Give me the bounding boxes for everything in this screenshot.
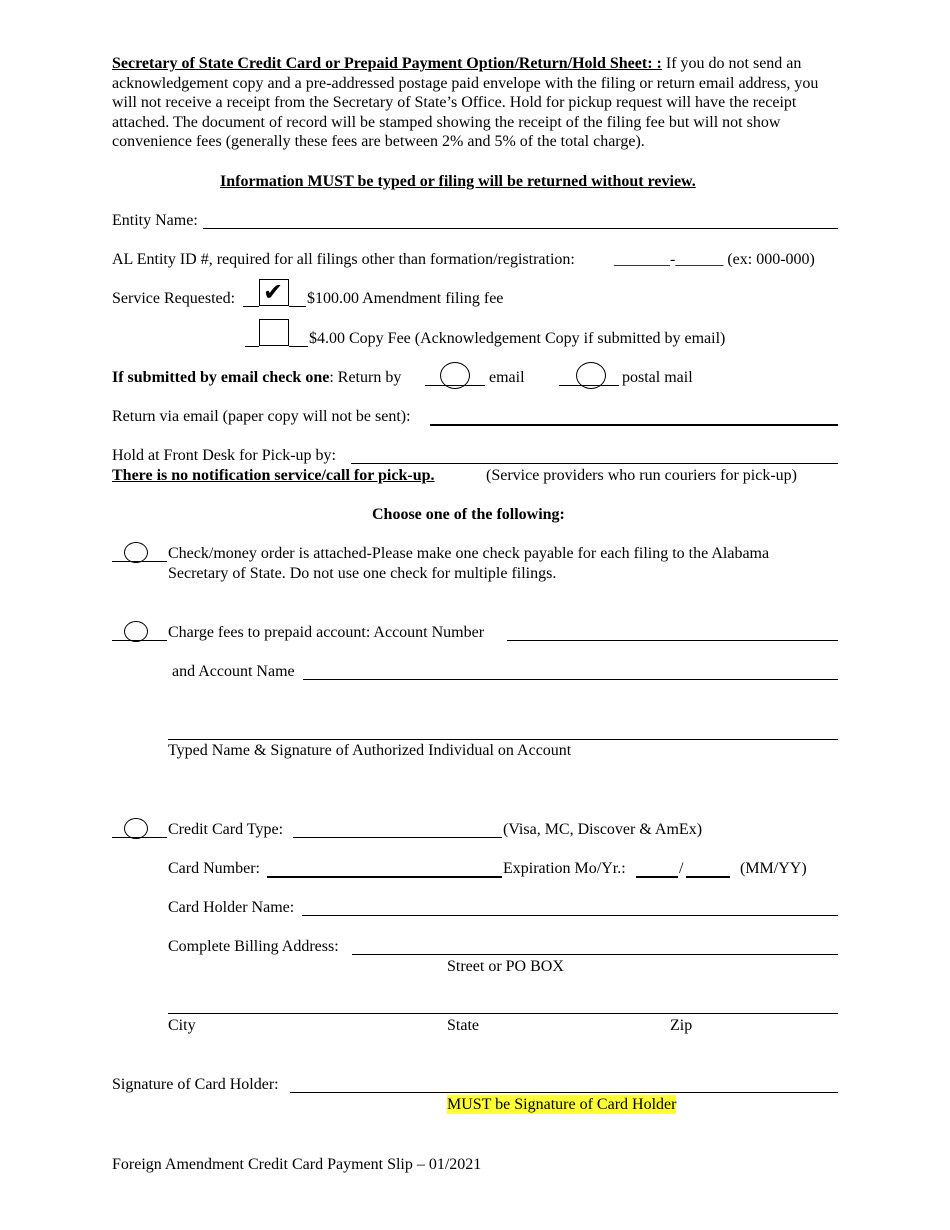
email-return-label: If submitted by email check one: Return by xyxy=(112,369,402,386)
account-number-field[interactable] xyxy=(507,640,838,641)
state-label: State xyxy=(447,1017,479,1034)
amendment-fee-label: $100.00 Amendment filing fee xyxy=(307,290,504,307)
intro-text: If you do not send an acknowledgement copy and a pre-addressed postage paid envelope with the filing or return email address, you will not receive a receipt from the Secretary of State’s Office. Hold for pickup request will have the receipt attached. The document of record will be stamped showing the receipt of the filing fee but will not show convenience fees (generally these fees are between 2% and 5% of the total charge). xyxy=(112,55,819,151)
prepaid-option-radio[interactable] xyxy=(124,621,148,642)
service-line xyxy=(289,306,306,307)
hold-field[interactable] xyxy=(351,463,838,464)
card-number-field[interactable] xyxy=(267,876,502,878)
expiry-year-field[interactable] xyxy=(686,876,730,878)
account-name-field[interactable] xyxy=(303,679,838,680)
card-number-label: Card Number: xyxy=(168,860,260,877)
card-holder-signature-field[interactable] xyxy=(290,1092,838,1093)
card-holder-name-label: Card Holder Name: xyxy=(168,899,295,916)
card-type-field[interactable] xyxy=(293,837,502,838)
return-email-radio[interactable] xyxy=(440,362,470,389)
account-number-label: Charge fees to prepaid account: Account Number xyxy=(168,624,485,641)
authorized-signature-field[interactable] xyxy=(168,739,838,740)
entity-id-label: AL Entity ID #, required for all filings other than formation/registration: xyxy=(112,251,575,268)
entity-id-field[interactable]: _______-______ (ex: 000-000) xyxy=(614,251,815,268)
expiry-format: (MM/YY) xyxy=(740,860,807,877)
billing-address-label: Complete Billing Address: xyxy=(168,938,339,955)
zip-label: Zip xyxy=(670,1017,693,1034)
check-option-radio[interactable] xyxy=(124,542,148,563)
service-requested-label: Service Requested: xyxy=(112,290,236,307)
service-line xyxy=(243,306,259,307)
form-heading: Secretary of State Credit Card or Prepaid Payment Option/Return/Hold Sheet: : xyxy=(112,55,662,72)
check-option-line1: Check/money order is attached-Please make one check payable for each filing to the Alabama xyxy=(168,545,770,562)
expiry-label: Expiration Mo/Yr.: xyxy=(503,860,626,877)
service-line xyxy=(245,346,259,347)
form-footer: Foreign Amendment Credit Card Payment Slip – 01/2021 xyxy=(112,1156,482,1173)
street-label: Street or PO BOX xyxy=(447,958,564,975)
typed-notice: Information MUST be typed or filing will be returned without review. xyxy=(220,173,696,190)
return-postal-radio[interactable] xyxy=(576,362,606,389)
card-holder-signature-label: Signature of Card Holder: xyxy=(112,1076,279,1093)
expiry-month-field[interactable] xyxy=(636,876,678,878)
choose-heading: Choose one of the following: xyxy=(372,506,565,523)
hold-label: Hold at Front Desk for Pick-up by: xyxy=(112,447,336,464)
intro-paragraph xyxy=(112,54,832,152)
expiry-separator: / xyxy=(679,860,684,877)
return-email-address-label: Return via email (paper copy will not be sent): xyxy=(112,408,411,425)
return-email-address-field[interactable] xyxy=(430,424,838,426)
billing-city-state-zip-field[interactable] xyxy=(168,1013,838,1014)
courier-note: (Service providers who run couriers for pick-up) xyxy=(486,467,798,484)
return-postal-label: postal mail xyxy=(622,369,693,386)
account-name-label: and Account Name xyxy=(172,663,295,680)
city-label: City xyxy=(168,1017,196,1034)
entity-name-field[interactable] xyxy=(203,228,838,229)
card-type-label: Credit Card Type: xyxy=(168,821,284,838)
authorized-signature-label: Typed Name & Signature of Authorized Individual on Account xyxy=(168,742,572,759)
checkmark-icon: ✔ xyxy=(263,278,284,306)
copy-fee-label: $4.00 Copy Fee (Acknowledgement Copy if submitted by email) xyxy=(309,330,726,347)
entity-name-label: Entity Name: xyxy=(112,212,198,229)
service-line xyxy=(289,346,308,347)
signature-warning: MUST be Signature of Card Holder xyxy=(447,1096,677,1113)
return-email-label: email xyxy=(489,369,525,386)
no-notification-notice: There is no notification service/call for pick-up. xyxy=(112,467,435,484)
copy-fee-checkbox[interactable] xyxy=(259,319,289,346)
billing-street-field[interactable] xyxy=(352,954,838,955)
card-holder-name-field[interactable] xyxy=(302,915,838,916)
card-type-note: (Visa, MC, Discover & AmEx) xyxy=(503,821,703,838)
check-option-line2: Secretary of State. Do not use one check for multiple filings. xyxy=(168,565,557,582)
card-option-radio[interactable] xyxy=(124,818,148,839)
